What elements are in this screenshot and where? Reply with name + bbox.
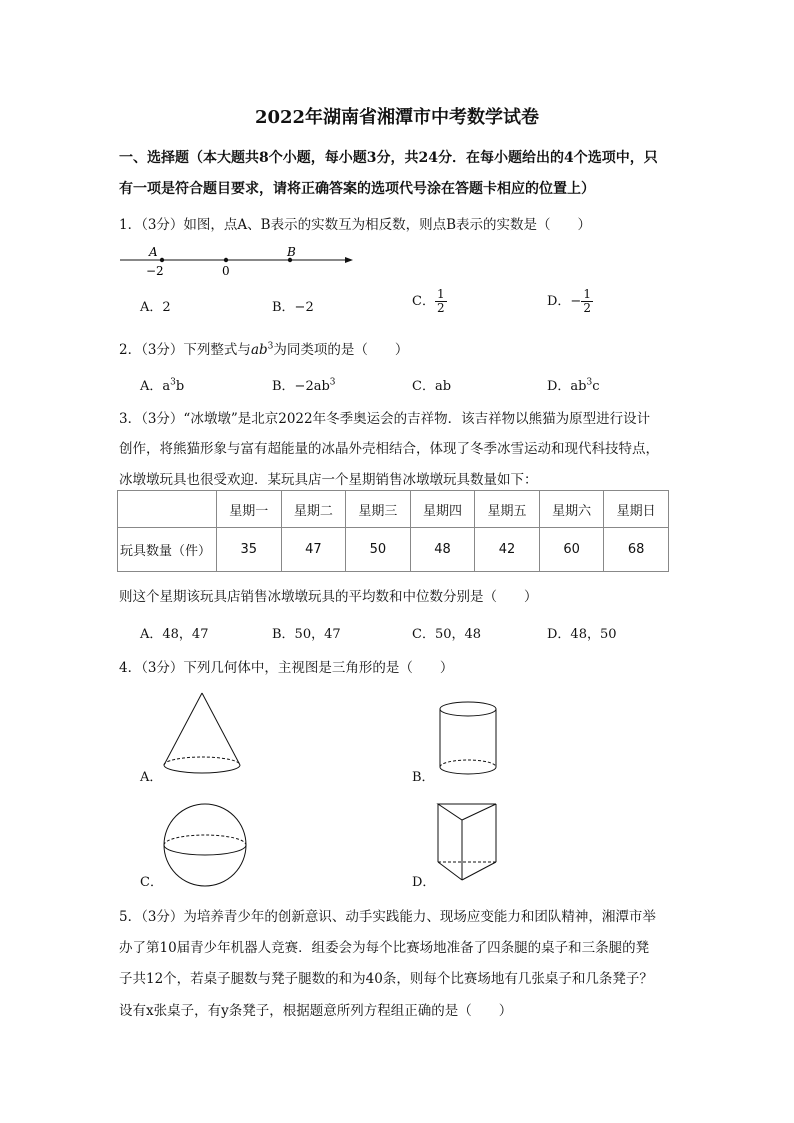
cylinder-figure[interactable]: [437, 700, 501, 780]
q3-question: 则这个星期该玩具店销售冰墩墩玩具的平均数和中位数分别是（ ）: [119, 589, 538, 605]
q1-option-c[interactable]: [412, 288, 447, 315]
q3-option-b[interactable]: B．50，47: [272, 627, 341, 642]
point-origin: [224, 258, 228, 262]
q5-stem-line4: 设有x张桌子，有y条凳子，根据题意所列方程组正确的是（ ）: [119, 1003, 513, 1019]
q3-option-d[interactable]: D．48，50: [547, 627, 617, 642]
tick-label-0: 0: [222, 264, 230, 278]
table-header-cell: 星期五: [475, 491, 540, 528]
table-header-row: [118, 491, 669, 528]
q3-stem-line1: 3．（3分）“冰墩墩”是北京2022年冬季奥运会的吉祥物．该吉祥物以熊猫为原型进行设计: [119, 411, 651, 427]
q1-option-b[interactable]: B．−2: [272, 300, 314, 315]
q4-option-d[interactable]: D．: [412, 875, 436, 890]
q1-option-d-prefix: D．−: [547, 294, 582, 309]
q5-stem-line1: 5．（3分）为培养青少年的创新意识、动手实践能力、现场应变能力和团队精神，湘潭市举: [119, 909, 656, 925]
sphere-figure[interactable]: [160, 800, 250, 890]
q2-option-d[interactable]: D．$ab^3c$: [547, 377, 600, 394]
table-header-cell: 星期二: [281, 491, 346, 528]
table-row-label: 玩具数量（件）: [118, 528, 217, 572]
table-cell: 35: [217, 528, 282, 572]
section-heading-line2: 有一项是符合题目要求，请将正确答案的选项代号涂在答题卡相应的位置上）: [119, 181, 595, 197]
q3-option-c[interactable]: C．50，48: [412, 627, 482, 642]
table-header-cell: 星期一: [217, 491, 282, 528]
table-cell: 42: [475, 528, 540, 572]
sales-table: [117, 490, 669, 572]
table-cell: 47: [281, 528, 346, 572]
page-title: 2022年湖南省湘潭市中考数学试卷: [254, 107, 540, 128]
q2-stem: 2．（3分）下列整式与$ab^3$为同类项的是（ ）: [119, 341, 409, 358]
number-line-figure: [115, 240, 355, 280]
q3-stem-line2: 创作，将熊猫形象与富有超能量的冰晶外壳相结合，体现了冬季冰雪运动和现代科技特点，: [119, 441, 659, 457]
q1-option-a[interactable]: A．2: [140, 300, 171, 315]
q3-stem-line3: 冰墩墩玩具也很受欢迎．某玩具店一个星期销售冰墩墩玩具数量如下：: [119, 472, 538, 488]
fraction-neg-half: $\frac{1}{2}$: [583, 287, 591, 315]
q4-option-a[interactable]: A．: [140, 770, 163, 785]
table-cell: 68: [604, 528, 669, 572]
q1-option-d[interactable]: [547, 288, 593, 315]
table-cell: 50: [346, 528, 411, 572]
point-a: [160, 258, 164, 262]
fraction-half: $\frac{1}{2}$: [436, 287, 445, 315]
table-corner-cell: [118, 491, 217, 528]
cone-figure[interactable]: [160, 690, 245, 780]
q2-option-c[interactable]: C．ab: [412, 379, 452, 394]
table-header-cell: 星期六: [539, 491, 604, 528]
table-header-cell: 星期四: [410, 491, 475, 528]
section-heading-line1: 一、选择题（本大题共8个小题，每小题3分，共24分．在每小题给出的4个选项中，只: [119, 150, 658, 166]
table-header-cell: 星期三: [346, 491, 411, 528]
tick-label-neg2: −2: [146, 264, 164, 278]
table-header-cell: 星期日: [604, 491, 669, 528]
q4-option-c[interactable]: C．: [140, 875, 163, 890]
q2-option-b[interactable]: B．$-2ab^3$: [272, 377, 336, 394]
q5-stem-line3: 子共12个，若桌子腿数与凳子腿数的和为40条，则每个比赛场地有几张桌子和几条凳子？: [119, 971, 653, 987]
q4-option-b[interactable]: B．: [412, 770, 435, 785]
table-cell: 60: [539, 528, 604, 572]
table-cell: 48: [410, 528, 475, 572]
label-b: B: [287, 245, 296, 259]
triangular-prism-figure[interactable]: [432, 800, 504, 886]
q1-stem: 1．（3分）如图，点A、B表示的实数互为相反数，则点B表示的实数是（ ）: [119, 217, 592, 233]
label-a: A: [149, 245, 158, 259]
q1-option-c-prefix: C．: [412, 294, 435, 309]
q5-stem-line2: 办了第10届青少年机器人竞赛．组委会为每个比赛场地准备了四条腿的桌子和三条腿的凳: [119, 940, 650, 956]
table-row: [118, 528, 669, 572]
q3-option-a[interactable]: A．48，47: [140, 627, 209, 642]
q2-option-a[interactable]: A．$a^3b$: [140, 377, 185, 394]
number-line-arrow: [345, 257, 353, 263]
q4-stem: 4．（3分）下列几何体中，主视图是三角形的是（ ）: [119, 660, 454, 676]
